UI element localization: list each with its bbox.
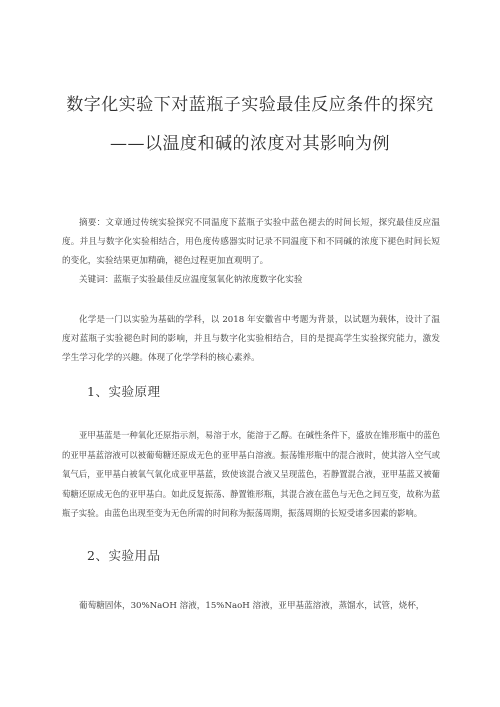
principle-paragraph: 亚甲基蓝是一种氧化还原指示剂，易溶于水，能溶于乙醇。在碱性条件下，盛放在锥形瓶中的蓝色的亚甲基蓝溶液可以被葡萄糖还原成无色的亚甲基白溶液。振荡锥形瓶中的混合液时，使其溶入空气或氧气后，亚甲基白被氧气氧化成亚甲基蓝，致使该混合液又呈现蓝色，若静置混合液，亚甲基蓝又被葡萄糖还原成无色的亚甲基白。如此反复振荡、静置锥形瓶，其混合液在蓝色与无色之间互变，故称为蓝瓶子实验。由蓝色出现至变为无色所需的时间称为振荡周期，振荡周期的长短受诸多因素的影响。 xyxy=(62,430,440,519)
supplies-paragraph: 葡萄糖固体，30%NaOH 溶液，15%NaoH 溶液，亚甲基蓝溶液，蒸馏水，试管，烧杯， xyxy=(79,600,425,611)
intro-paragraph: 化学是一门以实验为基础的学科，以 2018 年安徽省中考题为背景，以试题为载体，设计了温度对蓝瓶子实验褪色时间的影响，并且与数字化实验相结合，目的是提高学生实验探究能力，激发学生学习化学的兴趣。体现了化学学科的核心素养。 xyxy=(62,314,440,363)
abstract-paragraph: 摘要：文章通过传统实验探究不同温度下蓝瓶子实验中蓝色褪去的时间长短，探究最佳反应温度。并且与数字化实验相结合，用色度传感器实时记录不同温度下和不同碱的浓度下褪色时间长短的变化，实验结果更加精确，褪色过程更加直观明了。 xyxy=(62,217,440,266)
document-title: 数字化实验下对蓝瓶子实验最佳反应条件的探究 xyxy=(66,95,434,115)
document-subtitle: ——以温度和碱的浓度对其影响为例 xyxy=(110,134,390,154)
keywords-paragraph: 关键词：蓝瓶子实验最佳反应温度氢氧化钠浓度数字化实验 xyxy=(79,274,303,285)
section-heading-supplies: 2、实验用品 xyxy=(87,548,161,563)
section-heading-principle: 1、实验原理 xyxy=(87,384,161,399)
